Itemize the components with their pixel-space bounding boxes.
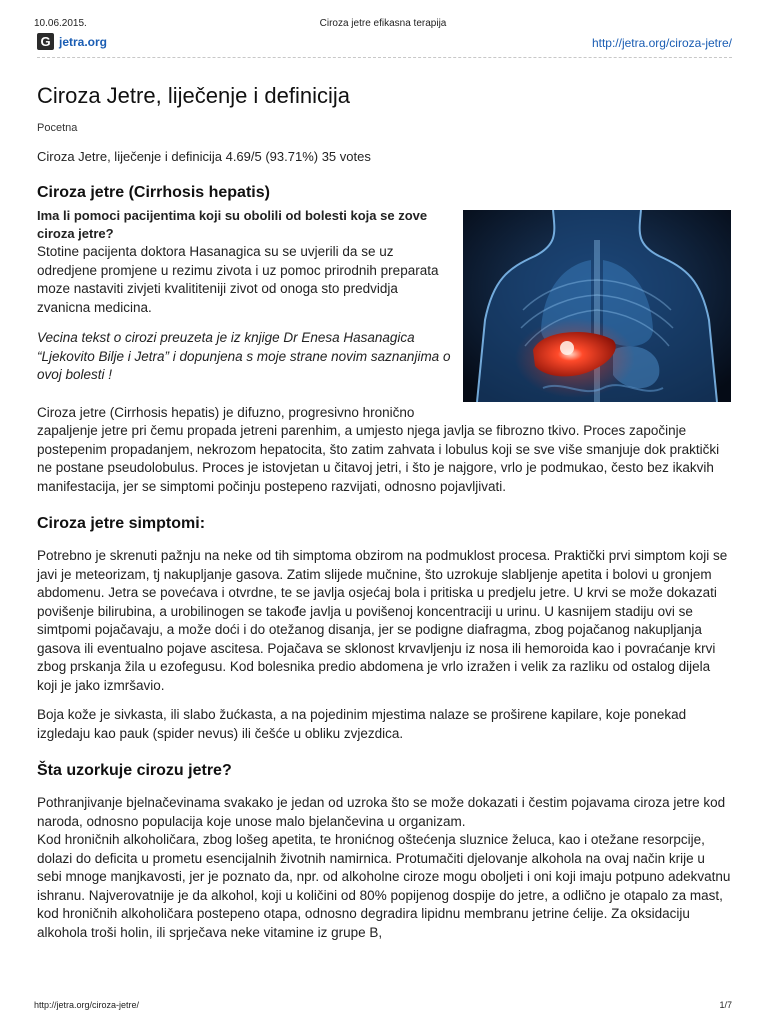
- print-date: 10.06.2015.: [34, 18, 87, 29]
- article: [37, 82, 731, 942]
- site-logo-link[interactable]: [37, 33, 107, 50]
- section-heading-causes: Šta uzorkuje cirozu jetre?: [37, 762, 232, 779]
- site-bar: [37, 33, 732, 55]
- definition-paragraph: Ciroza jetre (Cirrhosis hepatis) je difuzno, progresivno hronično zapaljenje jetre pri čemu propada jetreni parenhim, a umjesto njega javlja se fibrozno tkivo. Proces započinje postepenim propadanjem, nekrozom hepatocita, što zatim zahvata i lobulus koji se sve više smanjuje dok praktički ne postane pseudolobulus. Proces je istovjetan u čitavoj jetri, i što je najgore, vrlo je podmukao, često bez ikakvih manifestacija, jer se simptomi počinju postepeno razvijati, odnosno pojavljivati.: [37, 404, 720, 494]
- header-divider: [37, 57, 732, 58]
- print-title: Ciroza jetre efikasna terapija: [319, 18, 447, 29]
- print-header: [34, 18, 732, 32]
- page-title: Ciroza Jetre, liječenje i definicija: [37, 83, 351, 108]
- site-url-link[interactable]: http://jetra.org/ciroza-jetre/: [591, 36, 732, 50]
- footer-url: http://jetra.org/ciroza-jetre/: [34, 1000, 140, 1010]
- causes-paragraph-2: Kod hroničnih alkoholičara, zbog lošeg apetita, te hronićnog oštećenja sluznice želuca, kao i otežane resorpcije, dolazi do deficita u prometu esencijalnih životnih namirnica. Protumačiti djelovanje alkohola na ovaj način krije u sebi mnoge manjkavosti, jer je poznato da, npr. od alkoholne ciroze mogu obolјeti i oni koji imaju potpuno adekvatnu ishranu. Najverovatnije je da alkohol, koji u količini od 80% popijenog dospije do jetre, a odlično je otapalo za mast, kod hroničnih alkoholičara postepeno otapa, odnosno degradira lipidnu membranu jetrine ćelije. Za oksidaciju alkohola troši holin, ili sprječava neke vitamine iz grupe B,: [37, 832, 731, 940]
- symptoms-paragraph-1: Potrebno je skrenuti pažnju na neke od tih simptoma obzirom na podmuklost procesa. Praktički prvi simptom koji se javi je meteorizam, tj nakupljanje gasova. Zatim slijede mučnine, što uzrokuje slabljenje apetita i bolovi u gronjem abdomenu. Jetra se povećava i otvrdne, te se javlja osjećaj bola i pritiska u predjelu jetre. U krvi se može dokazati povišenje bilirubina, a urobilinogen se takođe javlja u povišenoj koncentraciji u urinu. U kasnijem stadiju ovi se simtpomi pojačavaju, a može doći i do otežanog disanja, jer se podigne diafragma, zbog pojačanog nakupljanja gasova ili eventualno pojave ascitesa. Pojačava se sklonost krvavljenju iz nosa ili hemoroida kao i povraćanje krvi zbog prskanja žila u ezofegusu. Kod bolesnika predio abdomena je vrlo izražen i velik za razliku od ostalog dijela koji je jako izmršavio.: [37, 548, 728, 693]
- breadcrumb[interactable]: Pocetna: [37, 122, 78, 134]
- site-logo-icon: G: [37, 33, 54, 50]
- intro-question: Ima li pomoci pacijentima koji su obolili od bolesti koja se zove ciroza jetre?: [37, 208, 428, 241]
- causes-paragraph-1: Pothranjivanje bjelnačevinama svakako je jedan od uzroka što se može dokazati i čestim pojavama ciroza jetre kod naroda, odnosno populacija koje unose malo bjelančevina u organizam.: [37, 795, 726, 829]
- print-footer: [34, 1000, 732, 1010]
- symptoms-paragraph-2: Boja kože je sivkasta, ili slabo žućkasta, a na pojedinim mjestima nalaze se proširene kapilare, koje ponekad izgledaju kao pauk (spider nevus) ili češće u obliku zvjezdica.: [37, 707, 687, 741]
- section-heading-cirrhosis: Ciroza jetre (Cirrhosis hepatis): [37, 184, 270, 201]
- section-heading-symptoms: Ciroza jetre simptomi:: [37, 515, 206, 532]
- source-quote: Vecina tekst o cirozi preuzeta je iz knjige Dr Enesa Hasanagica “Ljekovito Bilje i Jetra” i dopunjena s moje strane novim saznanjima o ovoj bolesti !: [37, 330, 451, 382]
- intro-text: Stotine pacijenta doktora Hasanagica su se uvjerili da se uz odredjene promjene u rezimu zivota i uz pomoc prirodnih preparata moze nastaviti zivjeti kvalititeniji zivot od onoga sto predvidja zvanicna medicina.: [37, 244, 439, 315]
- page-number: 1/7: [719, 1000, 732, 1010]
- liver-illustration: [463, 210, 731, 402]
- site-name: jetra.org: [59, 34, 108, 49]
- rating-text: Ciroza Jetre, liječenje i definicija 4.69/5 (93.71%) 35 votes: [37, 149, 371, 164]
